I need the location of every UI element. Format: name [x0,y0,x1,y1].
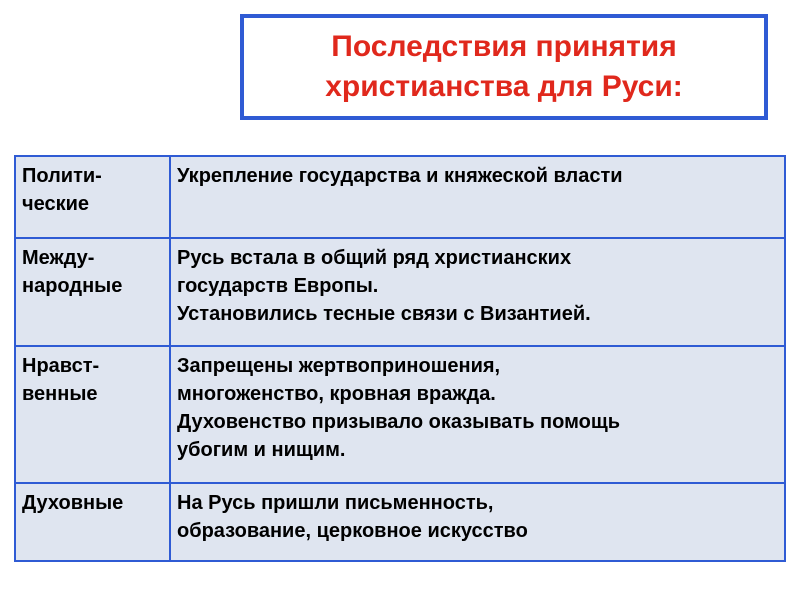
consequence-cell-spiritual [170,483,785,561]
consequence-text: Русь встала в общий ряд христианских [177,247,572,269]
consequences-table [14,155,786,562]
consequence-text: убогим и нищим. [177,439,346,461]
category-cell-spiritual [15,483,170,561]
category-label: венные [22,383,98,405]
consequence-text: На Русь пришли письменность, [177,492,494,514]
consequence-text: Установились тесные связи с Византией. [177,303,591,325]
consequence-cell-political [170,156,785,238]
table-row [15,346,785,483]
category-label: Духовные [22,492,124,514]
table-row [15,238,785,346]
category-label: Нравст- [22,355,100,377]
title-line-2: христианства для Руси: [325,70,683,103]
category-label: народные [22,275,123,297]
title-box [240,14,768,120]
consequence-text: образование, церковное искусство [177,520,528,542]
category-label: Полити- [22,165,102,187]
table-row [15,483,785,561]
consequence-text: Укрепление государства и княжеской власти [177,165,623,187]
consequence-text: Запрещены жертвоприношения, [177,355,501,377]
title-line-1: Последствия принятия [331,30,677,63]
consequence-cell-moral [170,346,785,483]
consequence-cell-international [170,238,785,346]
consequence-text: многоженство, кровная вражда. [177,383,496,405]
category-cell-moral [15,346,170,483]
consequence-text: Духовенство призывало оказывать помощь [177,411,621,433]
consequence-text: государств Европы. [177,275,379,297]
category-cell-political [15,156,170,238]
table-row [15,156,785,238]
category-cell-international [15,238,170,346]
category-label: ческие [22,193,90,215]
category-label: Между- [22,247,95,269]
